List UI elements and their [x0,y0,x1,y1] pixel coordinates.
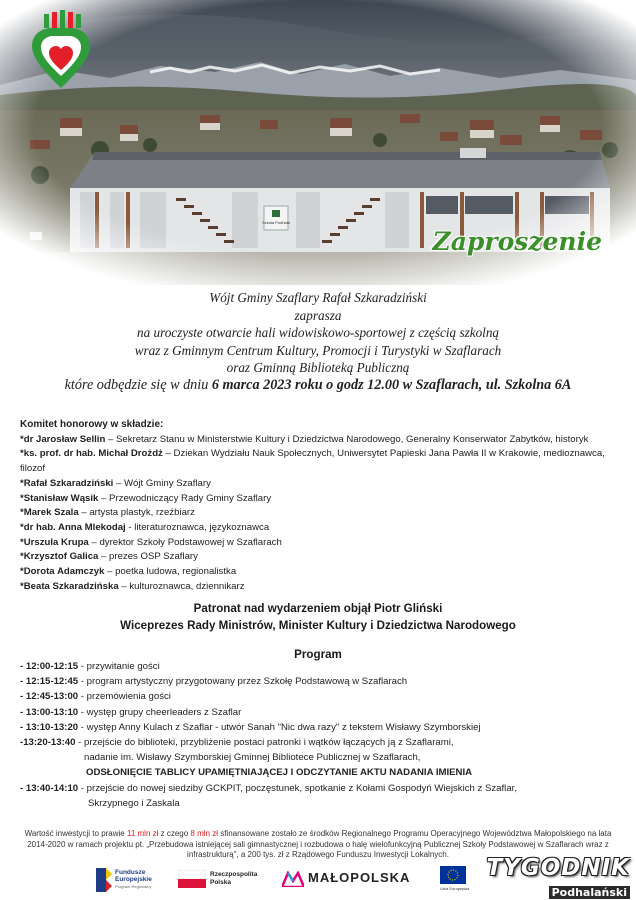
program-time: - 12:45-13:00 [20,691,79,703]
program-item-highlight: ODSŁONIĘCIE TABLICY UPAMIĘTNIAJĄCEJ I ODCZYTANIE AKTU NADANIA IMIENIA [86,767,473,779]
member-role: – poetka ludowa, regionalistka [104,566,237,578]
fe-text-3: Program Regionalny [115,884,152,889]
committee-member [20,580,620,595]
patronage-line-2: Wiceprezes Rady Ministrów, Minister Kultury i Dziedzictwa Narodowego [120,619,516,632]
committee-member [20,492,620,507]
program-item [20,735,620,750]
rzeczpospolita-logo [178,866,258,896]
member-role: – Dziekan Wydziału Nauk Społecznych, Uniwersytet Papieski Jana Pawła II w Krakowie, medioznawca, filozof [20,448,605,475]
member-role: – kulturoznawca, dziennikarz [118,580,245,592]
address-highlight: , ul. Szkolna 6A [478,376,572,393]
program-time: - 12:00-12:15 [20,661,79,672]
program-time: - 13:10-13:20 [20,721,79,733]
watermark-title: TYGODNIK [486,855,630,881]
member-role: – dyrektor Szkoły Podstawowej w Szaflarach [88,536,282,548]
member-name: *Krzysztof Galica [20,551,99,563]
program-desc: - przemówienia gości [78,691,171,703]
patronage-line-1: Patronat nad wydarzeniem objął Piotr Gliński [193,602,443,615]
funding-amount-eu: 8 mln zł [190,829,218,838]
member-name: *dr hab. Anna Mlekodaj [20,521,126,533]
member-name: *dr Jarosław Sellin [20,433,106,445]
watermark-subtitle: Podhalański [549,886,630,899]
program-item-continuation: nadanie im. Wisławy Szymborskiej Gminnej Bibliotece Publicznej w Szaflarach, [84,752,421,764]
tygodnik-podhalanski-watermark [487,855,631,900]
committee-member [20,565,620,580]
member-name: *Stanisław Wąsik [20,492,99,504]
member-name: *Dorota Adamczyk [20,566,105,578]
member-role: - literaturoznawca, językoznawca [125,521,270,533]
funding-text: z czego [158,829,191,838]
program-time: - 12:15-12:45 [20,676,79,688]
member-role: – artysta plastyk, rzeźbiarz [78,507,195,519]
committee-member [20,536,620,551]
member-role: – prezes OSP Szaflary [98,551,198,563]
date-highlight: 6 marca 2023 roku o godz 12.00 w Szaflarach [211,376,479,393]
program-item [20,659,620,674]
program-time: -13:20-13:40 [20,737,76,749]
event-line-3: oraz Gminną Biblioteką Publiczną [226,360,410,375]
committee-member [20,477,620,492]
program-item-continuation: Skrzypnego i Zaskala [88,797,180,809]
invitation-intro [0,289,636,394]
fe-text-2: Europejskie [115,876,152,883]
funding-text: Wartość inwestycji to prawie [24,829,127,838]
program-list [20,659,620,811]
program-desc: - przejście do nowej siedziby GCKPIT, poczęstunek, spotkanie z Kołami Gospodyń Wiejskich z Szaflar, [78,782,517,794]
program-item [20,674,620,689]
invites-line: zaprasza [294,307,342,323]
program-item [20,705,620,720]
member-name: *Rafał Szkaradziński [20,477,114,489]
rp-text-2: Polska [210,878,231,886]
event-line-2: wraz z Gminnym Centrum Kultury, Promocji i Turystyki w Szaflarach [134,342,502,358]
program-desc: - przejście do biblioteki, przybliżenie postaci patronki i wątków łączących ją z Szaflarami, [75,737,454,749]
member-role: – Przewodniczący Rady Gminy Szaflary [98,492,272,504]
committee-heading: Komitet honorowy w składzie: [20,419,164,430]
committee-member [20,521,620,536]
committee-member [20,506,620,521]
committee-member [20,447,620,476]
program-item [20,689,620,704]
invitation-title: Zaproszenie [432,227,602,256]
program-time: - 13:00-13:10 [20,706,79,718]
date-prefix: które odbędzie się w dniu [64,376,212,393]
fe-mark-icon [96,868,112,892]
funding-amount-total: 11 mln zł [126,829,159,838]
fundusze-europejskie-logo [96,866,176,896]
program-desc: - program artystyczny przygotowany przez Szkołę Podstawową w Szaflarach [78,676,408,688]
rp-text-1: Rzeczpospolita [210,871,258,878]
program-time: - 13:40-14:10 [20,782,79,794]
committee-member [20,550,620,565]
gmina-heart-logo [30,10,92,90]
event-line-1: na uroczyste otwarcie hali widowiskowo-sportowej z częścią szkolną [136,325,500,340]
funding-text: sfinansowane zostało ze środków Regionalnego Programu Operacyjnego Województwa Małopolskiego na lata 2014-2020 w ramach projektu pt. „Przebudowa istniejącej sali gimnastycznej i rozbudowa o halę wielofunkcyjną Publicznej Szkoły Podstawowej w Szaflarach wraz z infrastrukturą”, a 200 tys. zł z Rządowego Funduszu Inwestycji Lokalnych. [27,829,612,860]
malopolska-logo [282,868,432,890]
program-desc: - występ Anny Kulach z Szaflar - utwór Sanah "Nic dwa razy" z tekstem Wisławy Szymborskiej [78,721,481,733]
member-name: *ks. prof. dr hab. Michał Drożdż [20,448,163,460]
program-item [20,781,620,796]
malopolska-mark-icon [282,871,304,887]
member-name: *Urszula Krupa [20,536,89,548]
honorary-committee [20,418,620,594]
member-name: *Beata Szkaradzińska [20,580,119,592]
program-desc: - występ grupy cheerleaders z Szaflar [78,706,242,718]
member-role: – Wójt Gminy Szaflary [113,477,211,489]
program-desc: - przywitanie gości [78,661,160,672]
patronage [0,600,636,634]
host-line: Wójt Gminy Szaflary Rafał Szkaradziński [209,290,427,305]
program-heading: Program [294,648,342,661]
program-item [20,720,620,735]
eu-text: Unia Europejska [440,886,470,891]
date-place-line [0,377,636,395]
member-role: – Sekretarz Stanu w Ministerstwie Kultury i Dziedzictwa Narodowego, Generalny Konserwator Zabytków, historyk [105,433,589,445]
polish-flag-icon [178,870,206,888]
eu-flag-icon [440,866,466,884]
malopolska-text: MAŁOPOLSKA [308,870,411,885]
fe-text-1: Fundusze [115,869,146,876]
member-name: *Marek Szala [20,507,79,519]
committee-member [20,433,620,448]
